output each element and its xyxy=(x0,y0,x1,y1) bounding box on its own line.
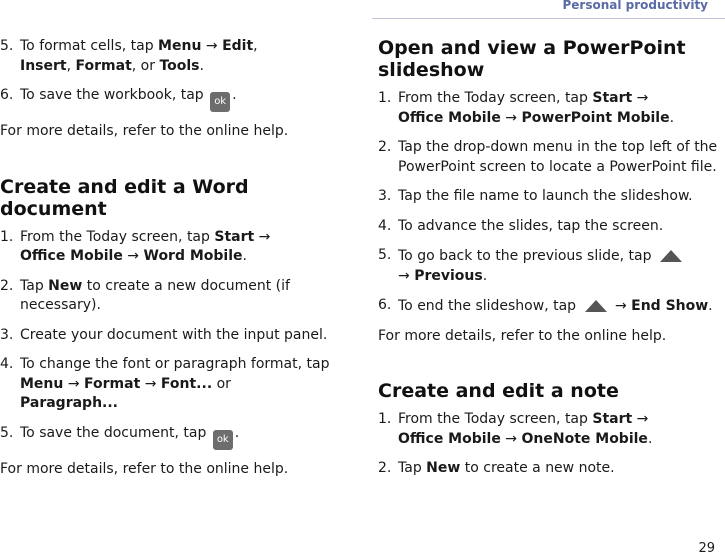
ppt-step-4: 4. To advance the slides, tap the screen. xyxy=(378,217,664,234)
ppt-step-6: 6. To end the slideshow, tap → End Show. xyxy=(378,297,713,314)
word-step-3: 3. Create your document with the input panel. xyxy=(0,326,328,343)
running-header: Personal productivity xyxy=(562,0,708,12)
ok-button-icon: ok xyxy=(210,92,230,112)
ppt-step-5: 5. To go back to the previous slide, tap → Previous. xyxy=(378,246,718,286)
more-details-text: For more details, refer to the online help. xyxy=(0,123,289,139)
right-column xyxy=(378,37,718,489)
up-arrow-icon xyxy=(658,246,684,264)
ok-button-icon: ok xyxy=(213,430,233,450)
more-details-text: For more details, refer to the online help. xyxy=(378,327,667,344)
ppt-step-2: 2. Tap the drop-down menu in the top left of the PowerPoint screen to locate a PowerPoint file. xyxy=(378,139,718,175)
ppt-step-3: 3. Tap the file name to launch the slideshow. xyxy=(378,188,693,204)
section-title-note: Create and edit a note xyxy=(378,380,619,402)
note-step-1: 1. From the Today screen, tap Start → Office Mobile → OneNote Mobile. xyxy=(378,411,653,447)
word-step-4: 4. To change the font or paragraph format, tap Menu → Format → Font... or Paragraph... xyxy=(0,356,330,411)
left-column xyxy=(0,37,338,479)
up-arrow-icon xyxy=(583,296,609,314)
step-6-save-workbook: 6. To save the workbook, tap ok . xyxy=(0,86,338,112)
word-step-5: 5. To save the document, tap ok . xyxy=(0,424,338,450)
ppt-step-1: 1. From the Today screen, tap Start → Office Mobile → PowerPoint Mobile. xyxy=(378,90,675,126)
section-title-powerpoint: Open and view a PowerPoint slideshow xyxy=(378,37,686,81)
step-5-format-cells: 5. To format cells, tap Menu → Edit, Insert, Format, or Tools. xyxy=(0,38,258,74)
section-title-word: Create and edit a Word document xyxy=(0,175,249,220)
page-number: 29 xyxy=(698,541,715,556)
note-step-2: 2. Tap New to create a new note. xyxy=(378,460,615,476)
more-details-text: For more details, refer to the online help. xyxy=(0,460,289,477)
header-rule xyxy=(372,18,725,19)
word-step-1: 1. From the Today screen, tap Start → Office Mobile → Word Mobile. xyxy=(0,228,271,264)
word-step-2: 2. Tap New to create a new document (if necessary). xyxy=(0,277,290,313)
